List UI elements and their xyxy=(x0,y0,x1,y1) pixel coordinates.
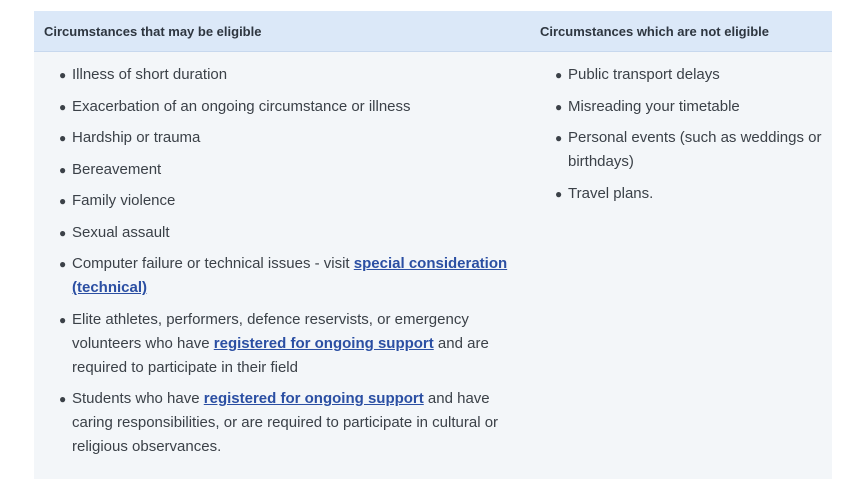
bullet-icon: ● xyxy=(59,312,67,327)
bullet-icon: ● xyxy=(59,99,67,114)
bullet-icon: ● xyxy=(555,99,563,114)
list-item xyxy=(555,182,828,206)
bullet-icon: ● xyxy=(555,68,563,82)
list-item xyxy=(59,95,522,119)
bullet-icon: ● xyxy=(555,131,563,145)
list-item-text: Students who have xyxy=(72,390,204,407)
list-item xyxy=(59,189,522,213)
eligibility-table xyxy=(34,11,832,479)
header-not-eligible: Circumstances which are not eligible xyxy=(540,24,770,39)
list-item-text: Illness of short duration xyxy=(72,66,228,83)
bullet-icon: ● xyxy=(59,257,67,271)
list-item-text: Travel plans. xyxy=(568,184,654,202)
eligible-list xyxy=(59,63,522,467)
bullet-icon: ● xyxy=(59,225,67,240)
list-item-text: Exacerbation of an ongoing circumstance or illness xyxy=(72,97,411,115)
list-item-text: and are required to participate in their field xyxy=(72,334,489,376)
list-item xyxy=(555,95,828,119)
bullet-icon: ● xyxy=(59,162,67,177)
registered-ongoing-support-link[interactable]: registered for ongoing support xyxy=(203,390,424,407)
bullet-icon: ● xyxy=(59,68,67,82)
list-item-text: Sexual assault xyxy=(72,223,170,241)
bullet-icon: ● xyxy=(59,194,67,208)
bullet-icon: ● xyxy=(59,392,67,406)
list-item-text: Elite athletes, performers, defence reservists, or emergency volunteers who have xyxy=(72,310,469,352)
list-item xyxy=(59,308,522,380)
list-item xyxy=(59,221,522,245)
list-item-text: Personal events (such as weddings or birthdays) xyxy=(568,129,822,170)
bullet-icon: ● xyxy=(555,186,563,201)
not-eligible-list xyxy=(555,63,828,213)
list-item-text: Computer failure or technical issues - visit xyxy=(72,255,354,272)
list-item xyxy=(555,126,828,174)
list-item-text: Family violence xyxy=(72,192,176,209)
special-consideration-technical-link[interactable]: special consideration (technical) xyxy=(72,255,508,296)
list-item xyxy=(59,252,522,300)
list-item-text: Misreading your timetable xyxy=(568,97,740,115)
registered-ongoing-support-link[interactable]: registered for ongoing support xyxy=(213,334,434,352)
list-item xyxy=(555,63,828,87)
list-item-text: Public transport delays xyxy=(568,66,720,83)
list-item-text: Hardship or trauma xyxy=(72,129,201,146)
list-item xyxy=(59,387,522,459)
header-eligible: Circumstances that may be eligible xyxy=(44,24,262,39)
list-item xyxy=(59,158,522,182)
list-item xyxy=(59,63,522,87)
list-item-text: and have caring responsibilities, or are required to participate in cultural or religious observances. xyxy=(72,390,499,455)
table-header xyxy=(34,11,832,52)
list-item xyxy=(59,126,522,150)
bullet-icon: ● xyxy=(59,131,67,145)
list-item-text: Bereavement xyxy=(72,160,162,178)
